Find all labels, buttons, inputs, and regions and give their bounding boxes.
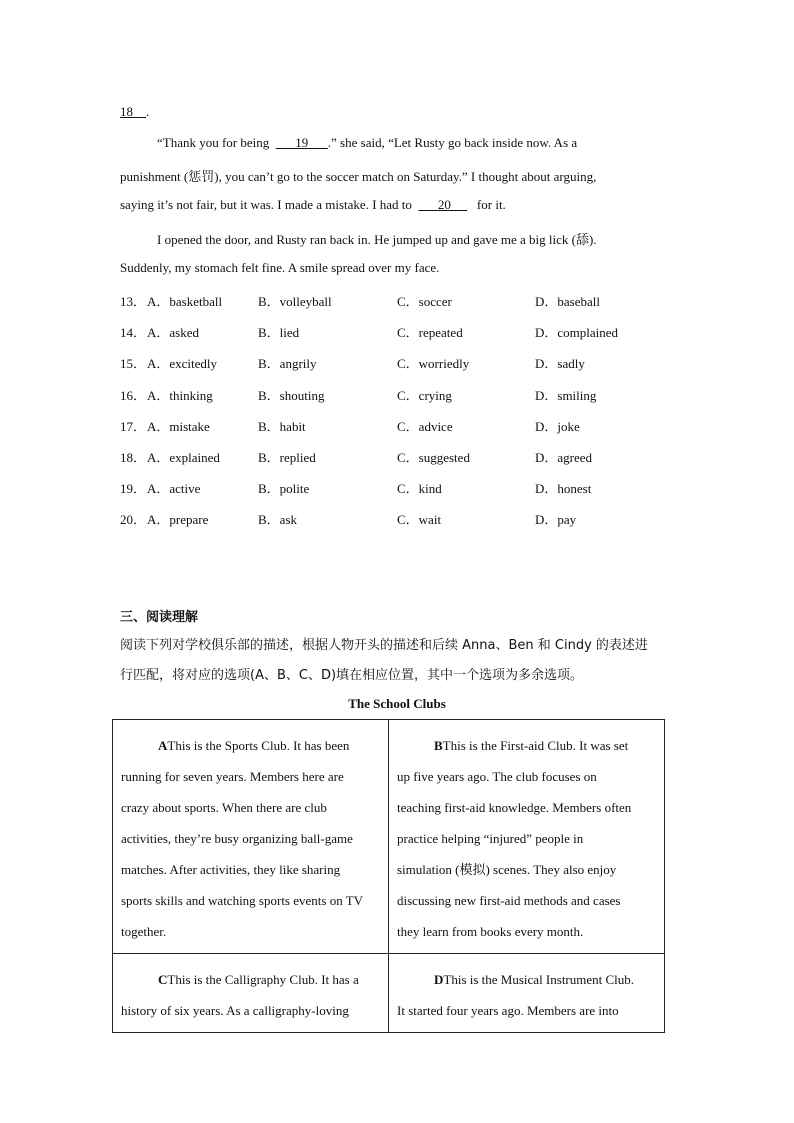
option-row: [120, 509, 680, 527]
question-number: 15．: [120, 356, 147, 372]
question-number: 18．: [120, 450, 147, 465]
club-text-line: simulation (模拟) scenes. They also enjoy: [397, 862, 617, 877]
option-c: C．crying: [397, 387, 452, 403]
option-b: B．polite: [258, 481, 310, 497]
question-number: 19．: [120, 481, 147, 497]
option-b: B．lied: [258, 325, 300, 341]
option-row: [120, 385, 680, 403]
option-d: D．baseball: [535, 294, 600, 309]
club-text-line: activities, they’re busy organizing ball-game: [121, 831, 353, 846]
option-b: B．ask: [258, 512, 298, 528]
club-letter: B: [434, 738, 443, 753]
option-row: [120, 291, 680, 309]
club-text-line: they learn from books every month.: [397, 924, 584, 939]
option-a: A．active: [147, 481, 201, 497]
club-text-line: together.: [121, 924, 167, 939]
blank-18: 18: [120, 104, 133, 119]
question-number: 17．: [120, 418, 147, 434]
club-text-line: It started four years ago. Members are into: [397, 1003, 619, 1018]
club-text-line: history of six years. As a calligraphy-loving: [121, 1003, 349, 1018]
club-text-line: AThis is the Sports Club. It has been: [158, 738, 350, 753]
option-row: [120, 478, 680, 496]
option-row: [120, 447, 680, 465]
club-letter: A: [158, 738, 168, 753]
option-a: A．thinking: [147, 387, 213, 403]
club-text-line: DThis is the Musical Instrument Club.: [434, 972, 635, 987]
option-c: C．repeated: [397, 325, 463, 341]
table-title: The School Clubs: [348, 696, 446, 711]
option-d: D．sadly: [535, 356, 585, 372]
passage-line-3: punishment (惩罚), you can’t go to the soccer match on Saturday.” I thought about arguing,: [120, 169, 597, 184]
option-d: D．honest: [535, 481, 592, 497]
clubs-table: [112, 719, 665, 1033]
club-text-line: CThis is the Calligraphy Club. It has a: [158, 972, 359, 987]
option-a: A．explained: [147, 450, 220, 465]
club-text-line: running for seven years. Members here are: [121, 769, 344, 784]
section-title: 三、阅读理解: [120, 610, 199, 625]
club-text-line: teaching first-aid knowledge. Members often: [397, 800, 632, 815]
option-row: [120, 353, 680, 371]
option-c: C．advice: [397, 418, 453, 434]
option-b: B．shouting: [258, 387, 325, 403]
option-a: A．asked: [147, 325, 199, 341]
club-cell-a: [113, 720, 389, 954]
club-letter: D: [434, 972, 444, 987]
blank-19: 19: [295, 135, 309, 150]
option-b: B．volleyball: [258, 294, 332, 309]
option-b: B．replied: [258, 450, 316, 465]
option-c: C．wait: [397, 512, 442, 528]
club-cell-b: [389, 720, 665, 954]
club-text-line: crazy about sports. When there are club: [121, 800, 327, 815]
option-a: A．mistake: [147, 418, 210, 434]
option-row: [120, 322, 680, 340]
option-c: C．kind: [397, 481, 442, 497]
option-d: D．joke: [535, 418, 580, 434]
passage-line-4: saying it’s not fair, but it was. I made a mistake. I had to 20 for it.: [120, 197, 506, 212]
club-text-line: matches. After activities, they like sharing: [121, 862, 341, 877]
option-d: D．agreed: [535, 450, 593, 465]
club-text-line: BThis is the First-aid Club. It was set: [434, 738, 629, 753]
question-number: 13．: [120, 294, 147, 309]
question-number: 14．: [120, 325, 147, 341]
option-d: D．complained: [535, 325, 619, 341]
passage-line-1: 18 .: [120, 104, 150, 119]
question-number: 20．: [120, 512, 147, 528]
passage-line-6: Suddenly, my stomach felt fine. A smile spread over my face.: [120, 260, 440, 275]
option-c: C．soccer: [397, 294, 452, 309]
instruction-line-1: 阅读下列对学校俱乐部的描述，根据人物开头的描述和后续 Anna、Ben 和 Cindy 的表述进: [120, 638, 648, 653]
option-c: C．suggested: [397, 450, 470, 465]
option-b: B．habit: [258, 418, 306, 434]
blank-20: 20: [437, 197, 451, 212]
club-letter: C: [158, 972, 168, 987]
instruction-line-2: 行匹配，将对应的选项(A、B、C、D)填在相应位置，其中一个选项为多余选项。: [120, 668, 584, 683]
option-d: D．smiling: [535, 387, 597, 403]
question-number: 16．: [120, 387, 147, 403]
option-a: A．prepare: [147, 512, 209, 528]
option-a: A．excitedly: [147, 356, 218, 372]
passage-line-5: I opened the door, and Rusty ran back in. He jumped up and gave me a big lick (舔).: [157, 232, 597, 247]
passage-line-2: “Thank you for being 19 .” she said, “Let Rusty go back inside now. As a: [157, 135, 578, 150]
club-text-line: discussing new first-aid methods and cases: [397, 893, 621, 908]
option-c: C．worriedly: [397, 356, 470, 372]
club-cell-c: [113, 954, 389, 1033]
option-d: D．pay: [535, 512, 577, 528]
option-b: B．angrily: [258, 356, 317, 372]
option-row: [120, 416, 680, 434]
club-cell-d: [389, 954, 665, 1033]
club-text-line: up five years ago. The club focuses on: [397, 769, 597, 784]
club-text-line: practice helping “injured” people in: [397, 831, 584, 846]
option-a: A．basketball: [147, 294, 223, 309]
club-text-line: sports skills and watching sports events on TV: [121, 893, 364, 908]
